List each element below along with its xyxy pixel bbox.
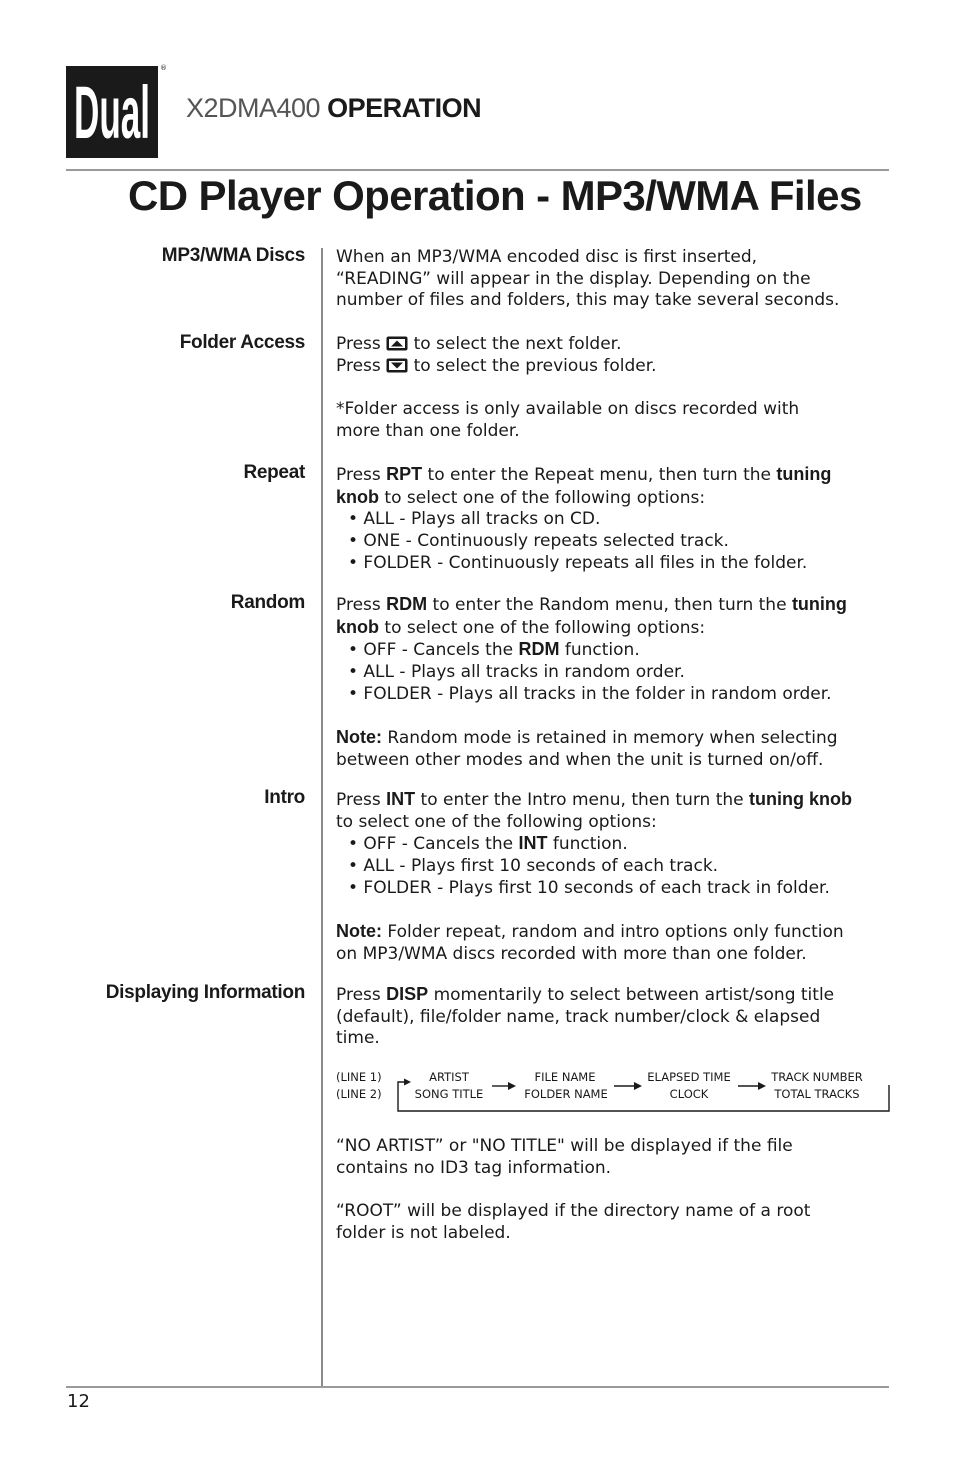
- note-line: Note: Random mode is retained in memory when selecting: [336, 727, 838, 749]
- folder-access-text: [336, 334, 896, 443]
- text-line: time.: [336, 1028, 380, 1049]
- flow-item-top: FILE NAME: [534, 1070, 596, 1084]
- text-line: “ROOT” will be displayed if the directory name of a root: [336, 1201, 811, 1221]
- root-text: [336, 1201, 896, 1244]
- flow-item-bottom: FOLDER NAME: [524, 1087, 608, 1101]
- footer-divider: [66, 1386, 889, 1388]
- label-random: Random: [230, 592, 305, 613]
- column-divider: [321, 248, 323, 1386]
- header-divider: [66, 169, 889, 171]
- page-number: 12: [67, 1391, 90, 1412]
- section-name: OPERATION: [327, 93, 482, 123]
- disp-button-ref: DISP: [386, 984, 429, 1004]
- text-line: Press INT to enter the Intro menu, then turn the tuning knob: [336, 789, 853, 810]
- text-line: contains no ID3 tag information.: [336, 1157, 612, 1178]
- note-line: on MP3/WMA discs recorded with more than one folder.: [336, 943, 807, 964]
- text-line: Press to select the next folder.: [336, 334, 622, 354]
- option-item: • FOLDER - Plays first 10 seconds of each track in folder.: [348, 877, 830, 898]
- flow-line1-label: (LINE 1): [336, 1070, 382, 1084]
- label-displaying-information: Displaying Information: [105, 982, 305, 1003]
- text-line: (default), file/folder name, track number/clock & elapsed: [336, 1006, 821, 1027]
- text-line: knob to select one of the following options:: [336, 486, 706, 508]
- intro-text: [336, 789, 896, 966]
- text-line: *Folder access is only available on discs recorded with: [336, 399, 800, 420]
- rdm-button-ref: RDM: [386, 594, 428, 614]
- registered-mark: ®: [160, 64, 167, 72]
- label-mp3-wma-discs: MP3/WMA Discs: [161, 245, 305, 266]
- note-line: Note: Folder repeat, random and intro options only function: [336, 921, 844, 943]
- display-text: [336, 984, 896, 1050]
- flow-line2-label: (LINE 2): [336, 1087, 382, 1101]
- option-item: • ALL - Plays all tracks on CD.: [348, 509, 601, 530]
- text-line: When an MP3/WMA encoded disc is first inserted,: [336, 247, 758, 267]
- flow-item-top: ELAPSED TIME: [647, 1070, 731, 1084]
- option-item: • OFF - Cancels the RDM function.: [348, 639, 640, 661]
- flow-item-top: TRACK NUMBER: [771, 1070, 863, 1084]
- flow-item-top: ARTIST: [429, 1070, 469, 1084]
- int-button-ref: INT: [386, 789, 416, 809]
- note-line: between other modes and when the unit is turned on/off.: [336, 749, 824, 770]
- option-item: • ALL - Plays all tracks in random order.: [348, 662, 685, 683]
- label-repeat: Repeat: [243, 462, 305, 483]
- display-flow-diagram: [336, 1068, 896, 1118]
- no-artist-text: [336, 1136, 896, 1179]
- flow-item-bottom: SONG TITLE: [414, 1087, 484, 1101]
- flow-item-bottom: CLOCK: [669, 1087, 709, 1101]
- folder-down-button-icon: [386, 358, 408, 373]
- text-line: knob to select one of the following options:: [336, 616, 706, 638]
- random-text: [336, 594, 896, 772]
- text-line: Press RPT to enter the Repeat menu, then turn the tuning: [336, 464, 832, 485]
- model-name: X2DMA400: [186, 93, 321, 123]
- option-item: • ONE - Continuously repeats selected track.: [348, 531, 729, 552]
- page-title: CD Player Operation - MP3/WMA Files: [128, 172, 862, 219]
- flow-item-bottom: TOTAL TRACKS: [774, 1087, 860, 1101]
- header-title: [186, 93, 481, 124]
- option-item: • FOLDER - Continuously repeats all files in the folder.: [348, 552, 808, 573]
- text-line: more than one folder.: [336, 420, 520, 441]
- option-item: • OFF - Cancels the INT function.: [348, 833, 628, 855]
- text-line: number of files and folders, this may take several seconds.: [336, 290, 840, 311]
- text-line: folder is not labeled.: [336, 1222, 511, 1243]
- label-intro: Intro: [264, 787, 305, 808]
- folder-up-button-icon: [386, 336, 408, 351]
- text-line: Press RDM to enter the Random menu, then turn the tuning: [336, 594, 847, 615]
- logo-wordmark: Dual: [74, 72, 150, 152]
- text-line: “NO ARTIST” or "NO TITLE" will be displayed if the file: [336, 1136, 793, 1156]
- text-line: to select one of the following options:: [336, 811, 657, 832]
- text-line: Press DISP momentarily to select between artist/song title: [336, 984, 835, 1005]
- option-item: • FOLDER - Plays all tracks in the folder in random order.: [348, 683, 832, 704]
- repeat-text: [336, 464, 896, 575]
- option-item: • ALL - Plays first 10 seconds of each track.: [348, 856, 719, 877]
- dual-logo: [66, 66, 158, 158]
- rpt-button-ref: RPT: [386, 464, 423, 484]
- text-line: “READING” will appear in the display. Depending on the: [336, 268, 811, 289]
- mp3-discs-text: [336, 247, 896, 312]
- text-line: Press to select the previous folder.: [336, 355, 657, 376]
- label-folder-access: Folder Access: [179, 332, 305, 353]
